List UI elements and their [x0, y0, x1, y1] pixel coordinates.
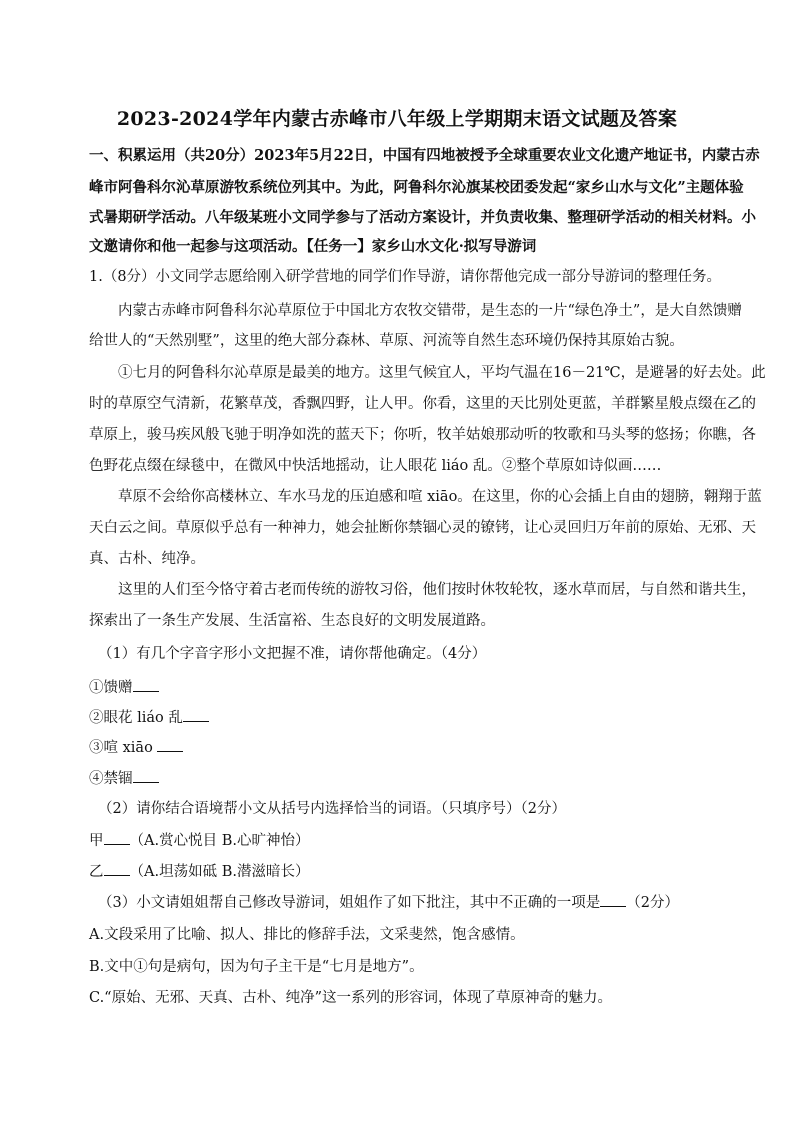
answer-blank[interactable]: [600, 892, 626, 907]
fill-item: ①馈赠: [89, 677, 159, 698]
question-stem: 1.（8分）小文同学志愿给刚入研学营地的同学们作导游，请你帮他完成一部分导游词的整理任务。: [89, 269, 722, 285]
section-intro-line: 文邀请你和他一起参与这项活动。【任务一】家乡山水文化·拟写导游词: [89, 238, 537, 255]
choice-item: 乙 （A.坦荡如砥 B.潜滋暗长）: [89, 861, 309, 882]
passage-line: 草原上，骏马疾风般飞驰于明净如洗的蓝天下；你听，牧羊姑娘那动听的牧歌和马头琴的悠扬；你瞧，各: [89, 427, 756, 443]
passage-line: ①七月的阿鲁科尔沁草原是最美的地方。这里气候宜人，平均气温在16－21℃，是避暑的好去处。此: [118, 365, 766, 381]
answer-blank[interactable]: [157, 737, 183, 752]
passage-line: 色野花点缀在绿毯中，在微风中快活地摇动，让人眼花 liáo 乱。②整个草原如诗似画……: [89, 458, 662, 474]
passage-line: 真、古朴、纯净。: [89, 551, 205, 567]
option-a: A.文段采用了比喻、拟人、排比的修辞手法，文采斐然，饱含感情。: [89, 927, 525, 943]
passage-line: 这里的人们至今恪守着古老而传统的游牧习俗，他们按时休牧轮牧，逐水草而居，与自然和谐共生，: [118, 582, 756, 598]
page-title: 2023-2024学年内蒙古赤峰市八年级上学期期末语文试题及答案: [116, 108, 678, 130]
fill-item: ③喧 xiāo: [89, 737, 183, 758]
passage-line: 内蒙古赤峰市阿鲁科尔沁草原位于中国北方农牧交错带，是生态的一片“绿色净土”，是大自然馈赠: [118, 303, 742, 319]
section-intro-line: 峰市阿鲁科尔沁草原游牧系统位列其中。为此，阿鲁科尔沁旗某校团委发起“家乡山水与文化”主题体验: [89, 179, 744, 196]
passage-line: 给世人的“天然别墅”，这里的绝大部分森林、草原、河流等自然生态环境仍保持其原始古貌。: [89, 333, 684, 349]
section-intro-line: 式暑期研学活动。八年级某班小文同学参与了活动方案设计，并负责收集、整理研学活动的相关材料。小: [89, 209, 756, 226]
passage-line: 探索出了一条生产发展、生活富裕、生态良好的文明发展道路。: [89, 613, 495, 629]
subquestion-stem: （1）有几个字音字形小文把握不准，请你帮他确定。（4分）: [98, 646, 487, 662]
choice-item: 甲 （A.赏心悦目 B.心旷神怡）: [89, 830, 309, 851]
answer-blank[interactable]: [133, 768, 159, 783]
option-c: C.“原始、无邪、天真、古朴、纯净”这一系列的形容词，体现了草原神奇的魅力。: [89, 990, 613, 1006]
subquestion-stem: （3）小文请姐姐帮自己修改导游词，姐姐作了如下批注，其中不正确的一项是 （2分）: [98, 892, 679, 913]
fill-item: ②眼花 liáo 乱: [89, 707, 209, 728]
answer-blank[interactable]: [183, 707, 209, 722]
section-intro-line: 一、积累运用（共20分）2023年5月22日，中国有四地被授予全球重要农业文化遗产地证书，内蒙古赤: [89, 147, 760, 164]
subquestion-stem: （2）请你结合语境帮小文从括号内选择恰当的词语。（只填序号）（2分）: [98, 801, 566, 817]
passage-line: 时的草原空气清新，花繁草茂，香飘四野，让人甲。你看，这里的天比别处更蓝，羊群繁星般点缀在乙的: [89, 396, 756, 412]
answer-blank[interactable]: [104, 861, 130, 876]
fill-item: ④禁锢: [89, 768, 159, 789]
passage-line: 草原不会给你高楼林立、车水马龙的压迫感和喧 xiāo。在这里，你的心会插上自由的翅膀，翱翔于蓝: [118, 489, 762, 505]
answer-blank[interactable]: [104, 830, 130, 845]
option-b: B.文中①句是病句，因为句子主干是“七月是地方”。: [89, 959, 424, 975]
passage-line: 天白云之间。草原似乎总有一种神力，她会扯断你禁锢心灵的镣铐，让心灵回归万年前的原始、无邪、天: [89, 520, 756, 536]
answer-blank[interactable]: [133, 677, 159, 692]
